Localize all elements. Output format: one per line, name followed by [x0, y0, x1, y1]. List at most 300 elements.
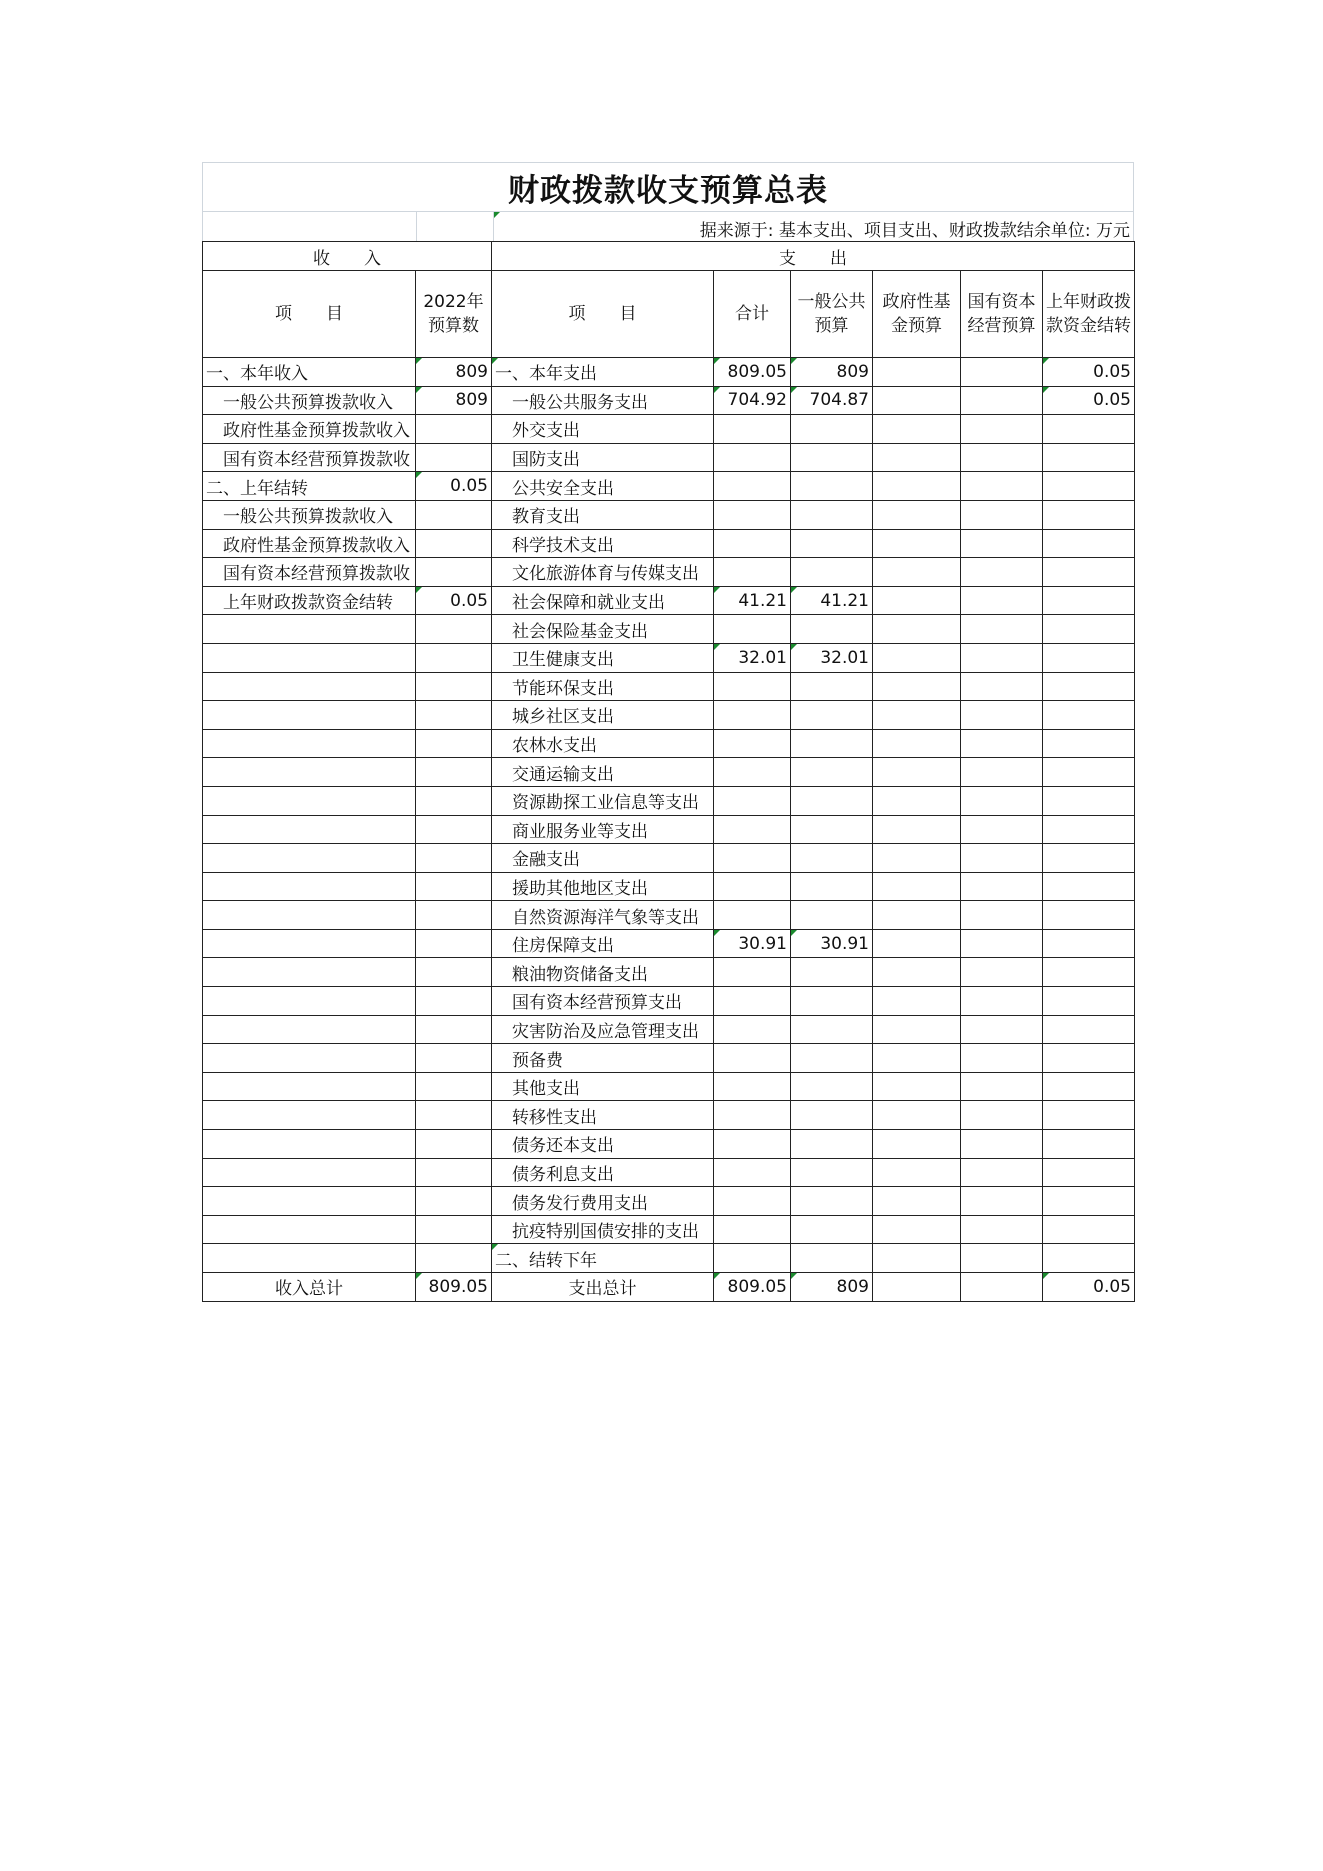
table-row — [203, 872, 1135, 901]
general-value — [791, 1044, 873, 1073]
note-cell-empty — [417, 212, 494, 241]
income-item: 一般公共预算拨款收入 — [203, 500, 416, 529]
fund-value — [873, 1015, 961, 1044]
fund-value — [873, 1215, 961, 1244]
total-value: 32.01 — [714, 643, 791, 672]
table-row — [203, 472, 1135, 501]
expense-item: 自然资源海洋气象等支出 — [492, 901, 714, 930]
total-value: 41.21 — [714, 586, 791, 615]
income-value — [416, 443, 492, 472]
income-value — [416, 929, 492, 958]
expense-item: 教育支出 — [492, 500, 714, 529]
total-value — [714, 1187, 791, 1216]
total-value — [714, 1044, 791, 1073]
total-value — [714, 987, 791, 1016]
income-value — [416, 987, 492, 1016]
table-row — [203, 844, 1135, 873]
expense-item: 金融支出 — [492, 844, 714, 873]
general-value — [791, 901, 873, 930]
income-item — [203, 758, 416, 787]
general-value: 30.91 — [791, 929, 873, 958]
total-value — [714, 1215, 791, 1244]
fund-value — [873, 958, 961, 987]
expense-item: 国有资本经营预算支出 — [492, 987, 714, 1016]
fund-value — [873, 443, 961, 472]
table-row — [203, 1158, 1135, 1187]
total-value — [714, 758, 791, 787]
fund-value — [873, 929, 961, 958]
income-item: 国有资本经营预算拨款收 — [203, 443, 416, 472]
income-value — [416, 729, 492, 758]
general-value — [791, 958, 873, 987]
income-value — [416, 529, 492, 558]
expense-item: 一般公共服务支出 — [492, 386, 714, 415]
table-row — [203, 1101, 1135, 1130]
general-value — [791, 1187, 873, 1216]
table-row — [203, 586, 1135, 615]
carryover-value — [1043, 1215, 1135, 1244]
carryover-value — [1043, 1015, 1135, 1044]
income-value — [416, 872, 492, 901]
expense-total-value: 809.05 — [714, 1273, 791, 1302]
total-value — [714, 672, 791, 701]
carryover-value — [1043, 815, 1135, 844]
income-value — [416, 500, 492, 529]
fund-value — [873, 872, 961, 901]
table-row — [203, 701, 1135, 730]
carryover-value — [1043, 672, 1135, 701]
expense-item: 城乡社区支出 — [492, 701, 714, 730]
income-item — [203, 987, 416, 1016]
total-value — [714, 1158, 791, 1187]
capital-value — [961, 872, 1043, 901]
expense-item: 债务利息支出 — [492, 1158, 714, 1187]
total-value — [714, 1015, 791, 1044]
carryover-value — [1043, 586, 1135, 615]
carryover-value: 0.05 — [1043, 358, 1135, 387]
fund-value — [873, 529, 961, 558]
general-value — [791, 1130, 873, 1159]
capital-value — [961, 472, 1043, 501]
income-item: 政府性基金预算拨款收入 — [203, 529, 416, 558]
total-value — [714, 901, 791, 930]
income-item — [203, 1072, 416, 1101]
budget-sheet — [202, 162, 1134, 1302]
capital-value — [961, 1244, 1043, 1273]
total-value — [714, 958, 791, 987]
expense-item: 商业服务业等支出 — [492, 815, 714, 844]
expense-item: 节能环保支出 — [492, 672, 714, 701]
capital-value — [961, 500, 1043, 529]
income-value — [416, 1244, 492, 1273]
total-value — [714, 872, 791, 901]
total-value — [714, 415, 791, 444]
capital-value — [961, 815, 1043, 844]
table-row — [203, 958, 1135, 987]
general-value — [791, 701, 873, 730]
totals-row — [203, 1273, 1135, 1302]
general-value — [791, 1158, 873, 1187]
general-value — [791, 1215, 873, 1244]
table-row — [203, 929, 1135, 958]
fund-value — [873, 472, 961, 501]
fund-value — [873, 844, 961, 873]
column-header-row — [203, 271, 1135, 358]
fund-value — [873, 1244, 961, 1273]
general-value — [791, 415, 873, 444]
general-value — [791, 472, 873, 501]
income-value — [416, 415, 492, 444]
carryover-value — [1043, 1244, 1135, 1273]
carryover-value — [1043, 958, 1135, 987]
expense-header: 支 出 — [492, 242, 1135, 271]
capital-value — [961, 1215, 1043, 1244]
income-value — [416, 901, 492, 930]
fund-value — [873, 1101, 961, 1130]
table-row — [203, 415, 1135, 444]
table-row — [203, 443, 1135, 472]
income-item — [203, 844, 416, 873]
total-value — [714, 615, 791, 644]
income-total-label: 收入总计 — [203, 1273, 416, 1302]
general-value — [791, 615, 873, 644]
income-value: 0.05 — [416, 472, 492, 501]
expense-item: 灾害防治及应急管理支出 — [492, 1015, 714, 1044]
carryover-value — [1043, 529, 1135, 558]
capital-value — [961, 786, 1043, 815]
capital-value — [961, 1101, 1043, 1130]
total-value — [714, 729, 791, 758]
income-value — [416, 758, 492, 787]
fund-value — [873, 815, 961, 844]
fund-value — [873, 786, 961, 815]
carryover-value — [1043, 1158, 1135, 1187]
section-header-row — [203, 242, 1135, 271]
capital-value — [961, 1158, 1043, 1187]
table-row — [203, 1244, 1135, 1273]
table-row — [203, 1015, 1135, 1044]
table-row — [203, 615, 1135, 644]
table-row — [203, 815, 1135, 844]
fund-value — [873, 901, 961, 930]
income-item — [203, 729, 416, 758]
col-state-capital: 国有资本经营预算 — [961, 271, 1043, 358]
carryover-value — [1043, 415, 1135, 444]
income-value — [416, 786, 492, 815]
income-value — [416, 701, 492, 730]
fund-value — [873, 586, 961, 615]
expense-item: 科学技术支出 — [492, 529, 714, 558]
expense-item: 卫生健康支出 — [492, 643, 714, 672]
carryover-value — [1043, 1187, 1135, 1216]
table-row — [203, 1187, 1135, 1216]
general-value — [791, 1244, 873, 1273]
fund-value — [873, 1072, 961, 1101]
table-row — [203, 1044, 1135, 1073]
income-value — [416, 672, 492, 701]
carryover-value — [1043, 643, 1135, 672]
income-item — [203, 815, 416, 844]
total-value: 704.92 — [714, 386, 791, 415]
general-value: 704.87 — [791, 386, 873, 415]
income-header: 收 入 — [203, 242, 492, 271]
carryover-value — [1043, 758, 1135, 787]
income-item — [203, 643, 416, 672]
expense-item: 援助其他地区支出 — [492, 872, 714, 901]
expense-item: 抗疫特别国债安排的支出 — [492, 1215, 714, 1244]
capital-value — [961, 386, 1043, 415]
table-row — [203, 1130, 1135, 1159]
fund-value — [873, 615, 961, 644]
income-value — [416, 1215, 492, 1244]
carryover-value — [1043, 929, 1135, 958]
note-cell — [494, 212, 1133, 241]
carryover-value — [1043, 872, 1135, 901]
fund-value — [873, 1187, 961, 1216]
expense-item: 文化旅游体育与传媒支出 — [492, 558, 714, 587]
income-value: 809 — [416, 386, 492, 415]
table-row — [203, 500, 1135, 529]
general-value — [791, 872, 873, 901]
income-value — [416, 1015, 492, 1044]
expense-total-label: 支出总计 — [492, 1273, 714, 1302]
expense-item: 住房保障支出 — [492, 929, 714, 958]
carryover-value: 0.05 — [1043, 386, 1135, 415]
fund-value — [873, 1044, 961, 1073]
income-value — [416, 558, 492, 587]
expense-item: 交通运输支出 — [492, 758, 714, 787]
capital-total-value — [961, 1273, 1043, 1302]
carryover-value — [1043, 987, 1135, 1016]
total-value — [714, 701, 791, 730]
capital-value — [961, 529, 1043, 558]
carryover-value — [1043, 844, 1135, 873]
general-value — [791, 443, 873, 472]
capital-value — [961, 415, 1043, 444]
general-value: 41.21 — [791, 586, 873, 615]
table-row — [203, 758, 1135, 787]
income-value: 0.05 — [416, 586, 492, 615]
capital-value — [961, 1015, 1043, 1044]
general-value — [791, 815, 873, 844]
general-total-value: 809 — [791, 1273, 873, 1302]
total-value — [714, 443, 791, 472]
page-title: 财政拨款收支预算总表 — [508, 172, 828, 209]
title-row — [202, 162, 1134, 211]
income-value: 809 — [416, 358, 492, 387]
fund-value — [873, 386, 961, 415]
carryover-value — [1043, 729, 1135, 758]
table-row — [203, 358, 1135, 387]
col-carryover: 上年财政拨款资金结转 — [1043, 271, 1135, 358]
income-item: 政府性基金预算拨款收入 — [203, 415, 416, 444]
fund-value — [873, 1158, 961, 1187]
expense-item: 外交支出 — [492, 415, 714, 444]
capital-value — [961, 958, 1043, 987]
capital-value — [961, 358, 1043, 387]
capital-value — [961, 844, 1043, 873]
total-value — [714, 1072, 791, 1101]
note-row — [202, 211, 1134, 241]
total-value — [714, 529, 791, 558]
capital-value — [961, 758, 1043, 787]
income-value — [416, 643, 492, 672]
capital-value — [961, 987, 1043, 1016]
income-item — [203, 1244, 416, 1273]
income-item — [203, 1187, 416, 1216]
income-item — [203, 701, 416, 730]
expense-item: 一、本年支出 — [492, 358, 714, 387]
income-item — [203, 901, 416, 930]
carryover-value — [1043, 615, 1135, 644]
expense-item: 其他支出 — [492, 1072, 714, 1101]
general-value — [791, 786, 873, 815]
fund-value — [873, 758, 961, 787]
expense-item: 国防支出 — [492, 443, 714, 472]
expense-item: 公共安全支出 — [492, 472, 714, 501]
capital-value — [961, 929, 1043, 958]
col-total: 合计 — [714, 271, 791, 358]
income-item — [203, 615, 416, 644]
total-value — [714, 815, 791, 844]
income-item — [203, 672, 416, 701]
income-item: 一般公共预算拨款收入 — [203, 386, 416, 415]
income-item — [203, 958, 416, 987]
total-value — [714, 844, 791, 873]
expense-item: 社会保障和就业支出 — [492, 586, 714, 615]
income-item — [203, 786, 416, 815]
capital-value — [961, 643, 1043, 672]
income-total-value: 809.05 — [416, 1273, 492, 1302]
capital-value — [961, 586, 1043, 615]
general-value — [791, 1101, 873, 1130]
income-value — [416, 615, 492, 644]
income-item: 上年财政拨款资金结转 — [203, 586, 416, 615]
income-item — [203, 872, 416, 901]
col-general: 一般公共预算 — [791, 271, 873, 358]
table-row — [203, 987, 1135, 1016]
total-value — [714, 1244, 791, 1273]
total-value — [714, 1130, 791, 1159]
table-row — [203, 786, 1135, 815]
carryover-value — [1043, 443, 1135, 472]
carryover-value — [1043, 1072, 1135, 1101]
income-item — [203, 1015, 416, 1044]
income-item — [203, 1130, 416, 1159]
income-value — [416, 1187, 492, 1216]
income-value — [416, 1158, 492, 1187]
expense-item: 预备费 — [492, 1044, 714, 1073]
capital-value — [961, 701, 1043, 730]
general-value — [791, 529, 873, 558]
fund-value — [873, 987, 961, 1016]
col-income-item: 项 目 — [203, 271, 416, 358]
carryover-value — [1043, 472, 1135, 501]
table-row — [203, 558, 1135, 587]
carryover-value — [1043, 901, 1135, 930]
income-item — [203, 1101, 416, 1130]
general-value: 32.01 — [791, 643, 873, 672]
col-fund: 政府性基金预算 — [873, 271, 961, 358]
fund-value — [873, 701, 961, 730]
general-value — [791, 758, 873, 787]
carryover-value — [1043, 558, 1135, 587]
carryover-total-value: 0.05 — [1043, 1273, 1135, 1302]
table-row — [203, 1072, 1135, 1101]
table-row — [203, 643, 1135, 672]
expense-item: 债务发行费用支出 — [492, 1187, 714, 1216]
table-row — [203, 901, 1135, 930]
expense-item: 转移性支出 — [492, 1101, 714, 1130]
total-value: 809.05 — [714, 358, 791, 387]
fund-value — [873, 672, 961, 701]
income-item: 国有资本经营预算拨款收 — [203, 558, 416, 587]
total-value — [714, 500, 791, 529]
fund-total-value — [873, 1273, 961, 1302]
income-item — [203, 929, 416, 958]
income-item: 一、本年收入 — [203, 358, 416, 387]
income-item — [203, 1158, 416, 1187]
general-value — [791, 844, 873, 873]
income-item — [203, 1044, 416, 1073]
capital-value — [961, 901, 1043, 930]
income-value — [416, 1130, 492, 1159]
capital-value — [961, 729, 1043, 758]
total-value — [714, 1101, 791, 1130]
carryover-value — [1043, 1130, 1135, 1159]
table-row — [203, 386, 1135, 415]
income-value — [416, 1072, 492, 1101]
carryover-value — [1043, 1044, 1135, 1073]
col-income-budget: 2022年预算数 — [416, 271, 492, 358]
note-cell-empty — [203, 212, 417, 241]
expense-item: 粮油物资储备支出 — [492, 958, 714, 987]
col-expense-item: 项 目 — [492, 271, 714, 358]
capital-value — [961, 615, 1043, 644]
income-value — [416, 1044, 492, 1073]
fund-value — [873, 558, 961, 587]
total-value: 30.91 — [714, 929, 791, 958]
general-value: 809 — [791, 358, 873, 387]
expense-item: 社会保险基金支出 — [492, 615, 714, 644]
general-value — [791, 729, 873, 758]
capital-value — [961, 1187, 1043, 1216]
table-row — [203, 729, 1135, 758]
general-value — [791, 500, 873, 529]
general-value — [791, 1015, 873, 1044]
capital-value — [961, 1072, 1043, 1101]
budget-table — [202, 241, 1135, 1302]
general-value — [791, 987, 873, 1016]
total-value — [714, 472, 791, 501]
income-value — [416, 844, 492, 873]
capital-value — [961, 672, 1043, 701]
income-value — [416, 1101, 492, 1130]
general-value — [791, 672, 873, 701]
fund-value — [873, 643, 961, 672]
income-value — [416, 958, 492, 987]
carryover-value — [1043, 500, 1135, 529]
fund-value — [873, 358, 961, 387]
income-item: 二、上年结转 — [203, 472, 416, 501]
carryover-value — [1043, 701, 1135, 730]
general-value — [791, 1072, 873, 1101]
capital-value — [961, 1044, 1043, 1073]
expense-item: 农林水支出 — [492, 729, 714, 758]
expense-item: 资源勘探工业信息等支出 — [492, 786, 714, 815]
table-row — [203, 529, 1135, 558]
capital-value — [961, 1130, 1043, 1159]
